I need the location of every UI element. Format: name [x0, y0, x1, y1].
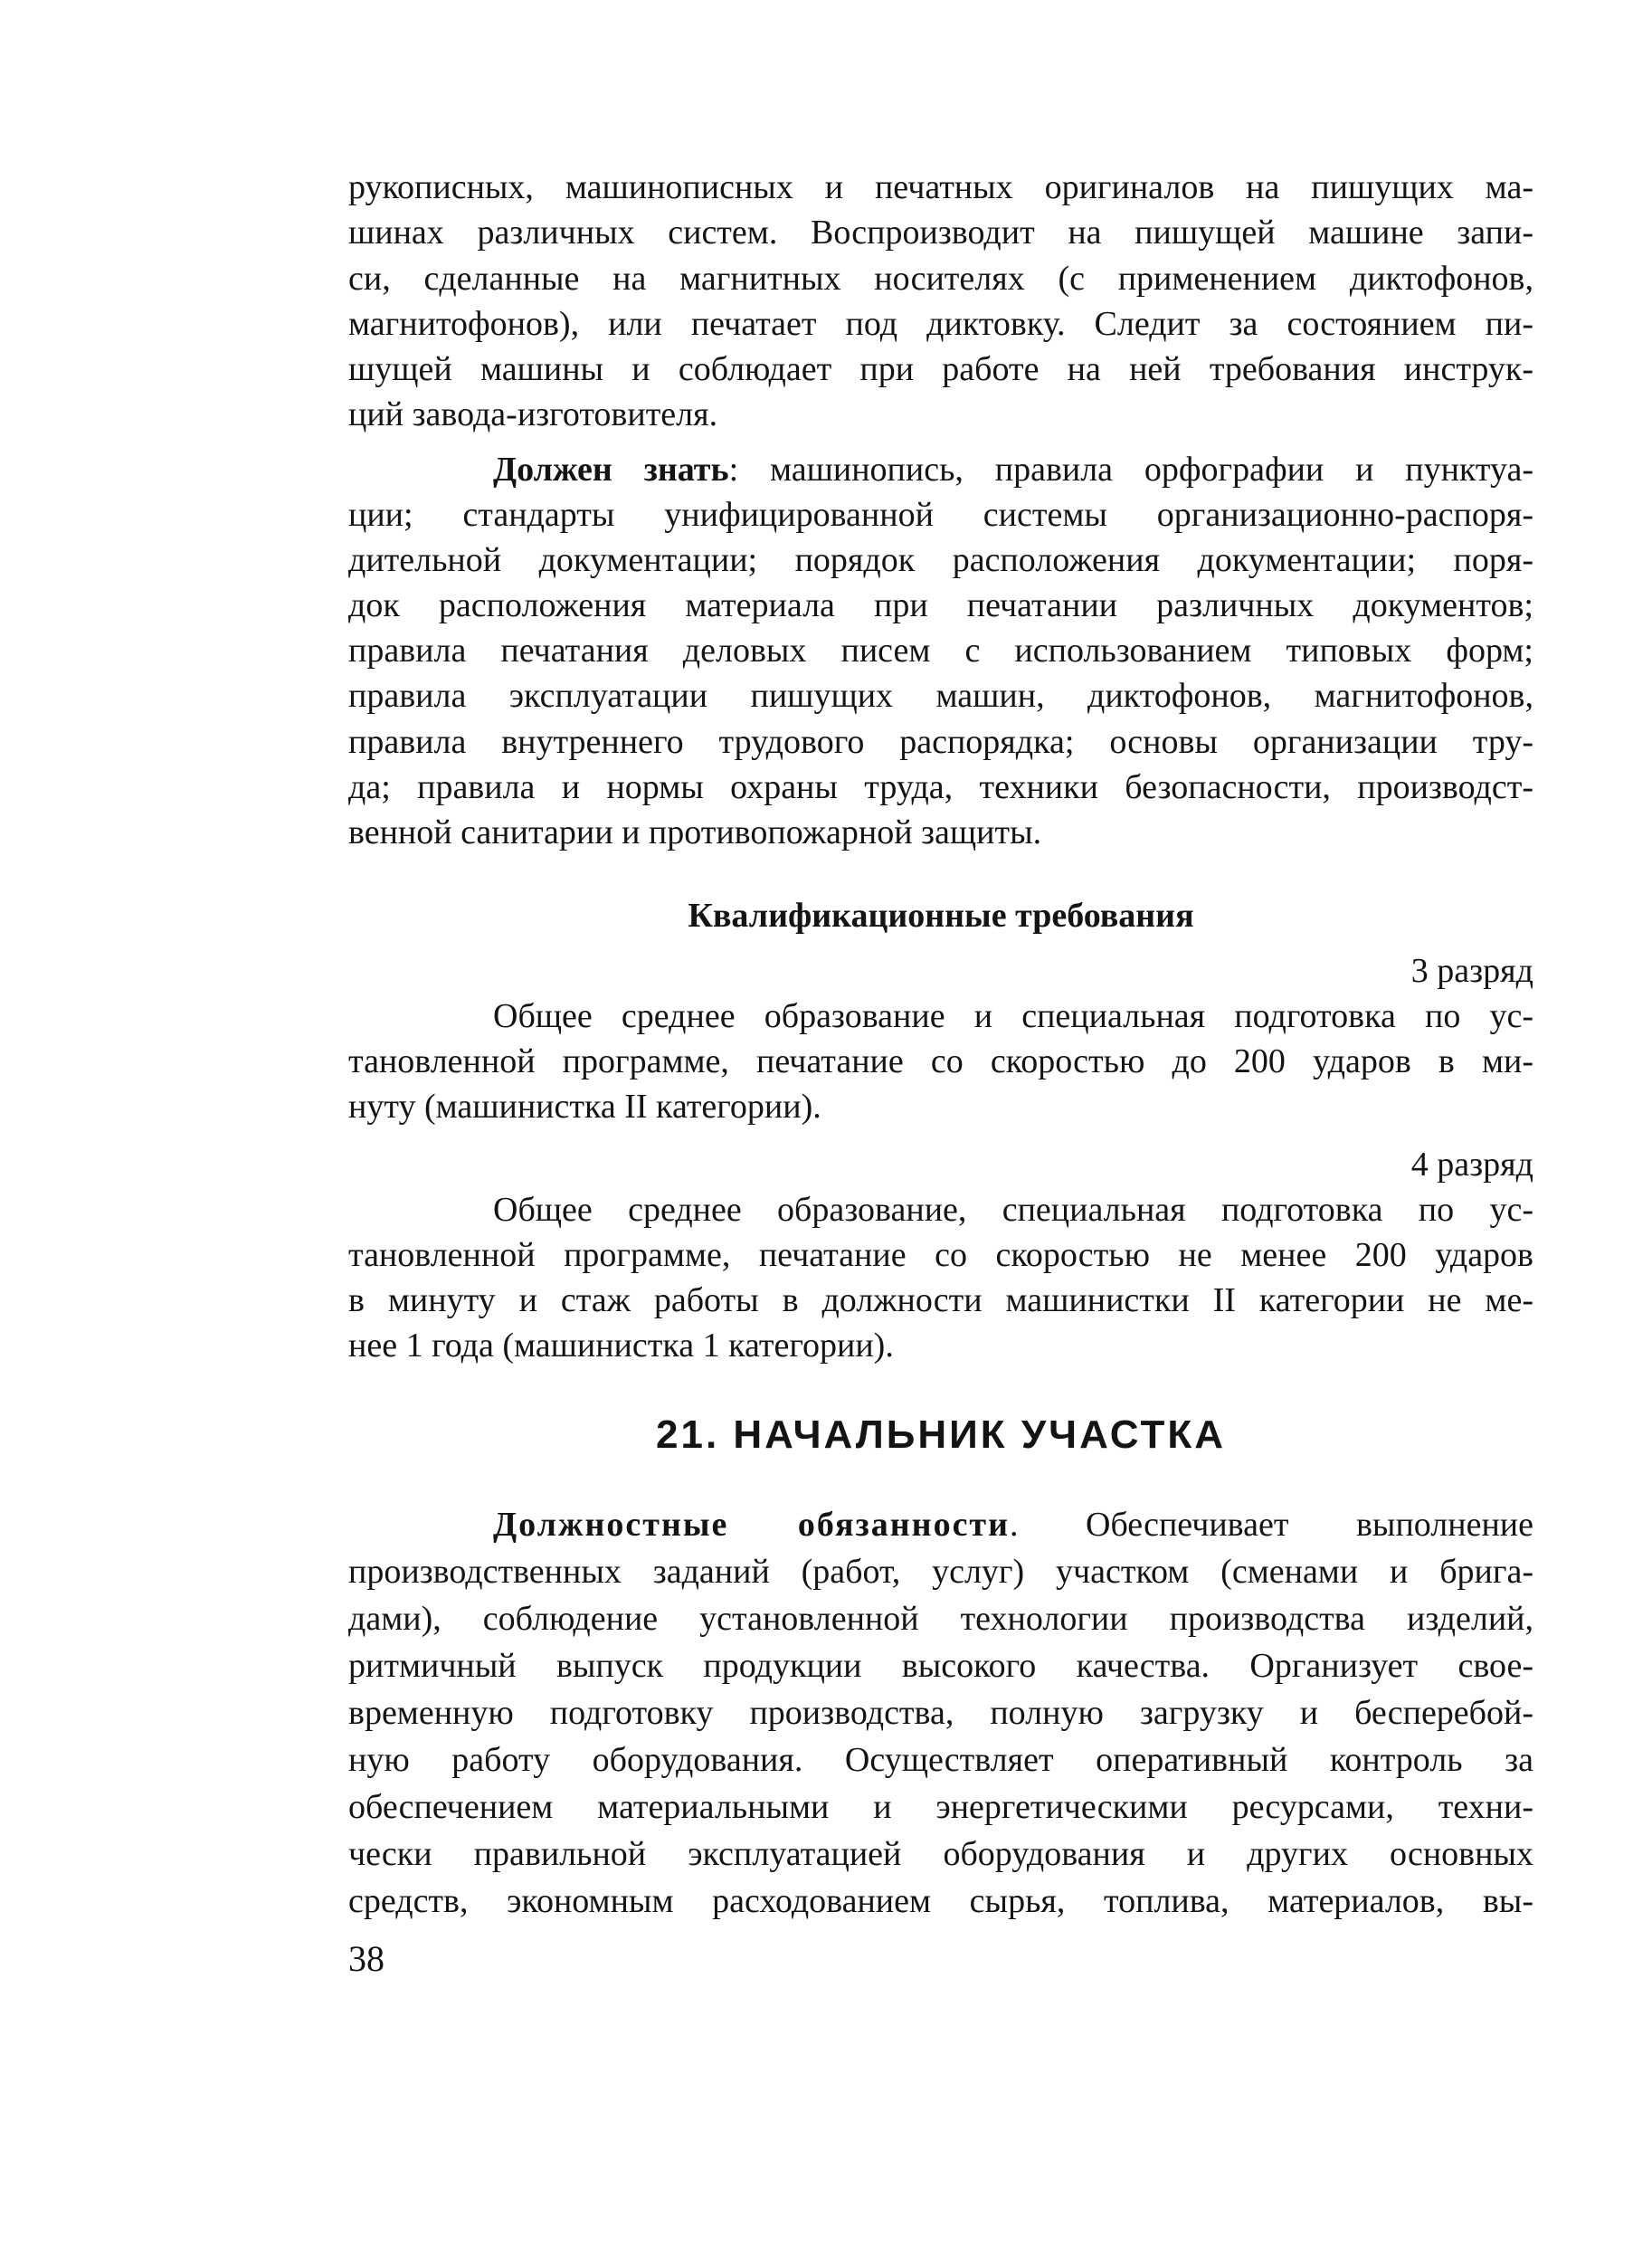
- duties-label: Должностные обязанности: [493, 1506, 1010, 1544]
- grade-label: 4 разряд: [1410, 1146, 1533, 1184]
- text-line: нуту (машинистка II категории).: [348, 1088, 821, 1126]
- text-line: в минуту и стаж работы в должности машинистки II категории не ме-: [348, 1281, 1533, 1319]
- text-line: ции; стандарты унифицированной системы организационно-распоря-: [348, 496, 1533, 534]
- text-line: ритмичный выпуск продукции высокого качества. Организует свое-: [348, 1647, 1533, 1685]
- text-line: венной санитарии и противопожарной защиты.: [348, 813, 1042, 851]
- text-line: магнитофонов), или печатает под диктовку. Следит за состоянием пи-: [348, 305, 1533, 343]
- page-number: 38: [348, 1938, 385, 1979]
- text-line: нее 1 года (машинистка 1 категории).: [348, 1327, 894, 1365]
- text-line: тановленной программе, печатание со скоростью до 200 ударов в ми-: [348, 1042, 1533, 1080]
- text-line: шинах различных систем. Воспроизводит на пишущей машине запи-: [348, 214, 1533, 252]
- text-line: правила эксплуатации пишущих машин, диктофонов, магнитофонов,: [348, 677, 1533, 715]
- duties-text: . Обеспечивает выполнение: [1010, 1506, 1533, 1544]
- text-line: производственных заданий (работ, услуг) участком (сменами и брига-: [348, 1553, 1533, 1591]
- knowledge-label: Должен знать: [493, 451, 729, 489]
- text-line: Общее среднее образование и специальная подготовка по ус-: [493, 997, 1533, 1035]
- knowledge-text: : машинопись, правила орфографии и пунктуа-: [728, 451, 1533, 489]
- text-line: чески правильной эксплуатацией оборудования и других основных: [348, 1835, 1533, 1873]
- qualification-title: Квалификационные требования: [688, 897, 1194, 935]
- text-line: средств, экономным расходованием сырья, топлива, материалов, вы-: [348, 1882, 1533, 1920]
- text-line: дами), соблюдение установленной технологии производства изделий,: [348, 1600, 1533, 1638]
- text-line: ций завода-изготовителя.: [348, 395, 718, 433]
- text-line: Общее среднее образование, специальная подготовка по ус-: [493, 1191, 1533, 1229]
- text-line: тановленной программе, печатание со скоростью не менее 200 ударов: [348, 1236, 1533, 1274]
- text-line: обеспечением материальными и энергетическими ресурсами, техни-: [348, 1788, 1533, 1826]
- duties-first-line: [493, 1502, 1533, 1547]
- text-line: си, сделанные на магнитных носителях (с применением диктофонов,: [348, 260, 1533, 298]
- grade-label: 3 разряд: [1410, 952, 1533, 990]
- section-title: 21. НАЧАЛЬНИК УЧАСТКА: [656, 1412, 1226, 1457]
- text-line: дительной документации; порядок расположения документации; поря-: [348, 541, 1533, 579]
- text-line: шущей машины и соблюдает при работе на ней требования инструк-: [348, 350, 1533, 388]
- text-line: правила печатания деловых писем с использованием типовых форм;: [348, 632, 1533, 670]
- text-line: ную работу оборудования. Осуществляет оперативный контроль за: [348, 1741, 1533, 1779]
- knowledge-first-line: [493, 447, 1533, 492]
- text-line: док расположения материала при печатании различных документов;: [348, 586, 1533, 624]
- text-line: правила внутреннего трудового распорядка; основы организации тру-: [348, 723, 1533, 761]
- text-line: рукописных, машинописных и печатных оригиналов на пишущих ма-: [348, 168, 1533, 206]
- text-line: да; правила и нормы охраны труда, техники безопасности, производст-: [348, 768, 1533, 806]
- text-line: временную подготовку производства, полную загрузку и бесперебой-: [348, 1694, 1533, 1732]
